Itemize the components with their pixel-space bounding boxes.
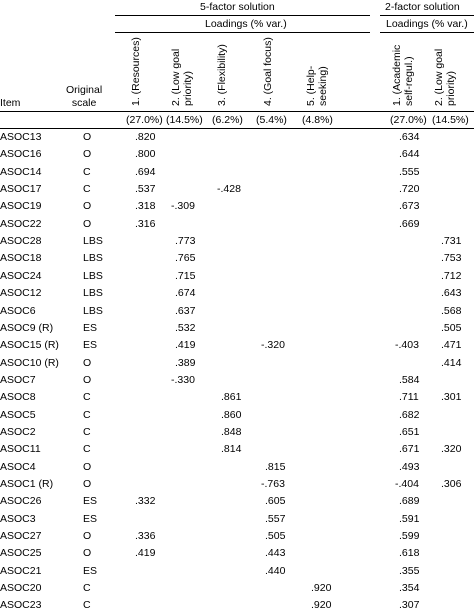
factor-header-line: priority) (445, 70, 457, 106)
loading-cell: .753 (441, 252, 462, 265)
loading-cell: .715 (175, 269, 196, 282)
factor-header-1 (130, 37, 142, 106)
loading-cell: .584 (399, 373, 420, 386)
variance-cell: (5.4%) (256, 114, 287, 126)
loading-cell: .773 (175, 235, 196, 248)
factor-header-6 (391, 45, 415, 106)
original-scale-line-1: Original (66, 84, 103, 96)
loading-cell: .505 (265, 530, 286, 543)
loading-cell: .306 (441, 478, 462, 490)
loading-cell: .920 (311, 582, 332, 595)
loading-cell: .318 (135, 200, 156, 213)
loading-cell: .920 (311, 599, 332, 612)
loading-cell: .720 (399, 183, 420, 196)
loading-cell: .332 (135, 495, 156, 508)
item-cell: ASOC8 (0, 391, 36, 404)
scale-cell: ES (83, 321, 98, 334)
variance-cell: (27.0%) (126, 114, 163, 126)
loading-cell: .689 (399, 495, 420, 508)
factor-header-line: 2. (Low goal (433, 48, 445, 106)
loading-cell: .814 (221, 443, 242, 456)
loading-cell: .861 (221, 391, 242, 404)
loading-cell: .336 (135, 530, 156, 543)
item-cell: ASOC23 (0, 599, 42, 612)
item-cell: ASOC17 (0, 183, 42, 196)
loading-cell: .414 (441, 356, 462, 369)
loading-cell: .555 (399, 165, 420, 178)
item-cell: ASOC28 (0, 235, 42, 248)
item-cell: ASOC4 (0, 460, 36, 473)
scale-cell: ES (83, 512, 98, 525)
loading-cell: .591 (399, 512, 420, 525)
loading-cell: .355 (399, 564, 420, 577)
variance-cell: (6.2%) (212, 114, 243, 126)
item-cell: ASOC12 (0, 287, 42, 300)
loading-cell: .669 (399, 217, 420, 230)
loading-cell: .673 (399, 200, 420, 213)
loading-cell: .765 (175, 252, 196, 265)
item-cell: ASOC24 (0, 269, 42, 282)
item-cell: ASOC6 (0, 304, 36, 317)
loading-cell: .471 (441, 339, 462, 352)
loading-cell: .389 (175, 356, 196, 369)
factor-header-3 (216, 44, 228, 106)
factor-header-line: 3. (Flexibility) (216, 44, 228, 106)
loading-cell: .599 (399, 530, 420, 543)
scale-cell: O (83, 148, 92, 161)
item-cell: ASOC10 (R) (0, 356, 59, 369)
five-factor-rule (115, 15, 370, 16)
item-column-header: Item (0, 97, 21, 109)
loading-cell: .674 (175, 287, 196, 300)
variance-cell: (27.0%) (390, 114, 427, 126)
loading-cell: -.330 (171, 373, 195, 386)
loading-cell: .731 (441, 235, 462, 248)
loading-cell: .320 (441, 443, 462, 456)
item-cell: ASOC11 (0, 443, 41, 456)
loading-cell: .419 (135, 547, 156, 560)
factor-header-line: self-regul.) (403, 56, 415, 106)
loading-cell: .643 (441, 287, 462, 300)
item-cell: ASOC16 (0, 148, 42, 161)
scale-cell: O (83, 217, 92, 230)
item-cell: ASOC19 (0, 200, 42, 213)
item-cell: ASOC25 (0, 547, 42, 560)
loading-cell: .307 (399, 599, 420, 612)
scale-cell: C (83, 582, 91, 595)
factor-header-line: 1. (Academic (391, 44, 403, 106)
variance-cell: (14.5%) (432, 114, 469, 126)
original-scale-line-2: scale (71, 97, 97, 109)
loading-cell: .644 (399, 148, 420, 161)
loading-cell: .532 (175, 321, 196, 334)
item-cell: ASOC18 (0, 252, 42, 265)
loading-cell: .860 (221, 408, 242, 421)
item-cell: ASOC26 (0, 495, 42, 508)
scale-cell: O (83, 356, 92, 369)
loadings-five-rule (115, 32, 370, 33)
loading-cell: -.428 (217, 183, 241, 196)
scale-cell: C (83, 183, 91, 196)
variance-cell: (14.5%) (166, 114, 203, 126)
item-cell: ASOC14 (0, 165, 42, 178)
scale-cell: C (83, 391, 91, 404)
loading-cell: -.763 (261, 478, 285, 490)
loading-cell: .712 (441, 269, 462, 282)
five-factor-header: 5-factor solution (200, 1, 275, 13)
factor-header-line: 4. (Goal focus) (262, 37, 274, 106)
loading-cell: .671 (399, 443, 420, 456)
loading-cell: .605 (265, 495, 286, 508)
loading-cell: .568 (441, 304, 462, 317)
loading-cell: .443 (265, 547, 286, 560)
item-cell: ASOC13 (0, 131, 42, 143)
two-factor-rule (380, 15, 474, 16)
loading-cell: .682 (399, 408, 420, 421)
item-cell: ASOC9 (R) (0, 321, 54, 334)
scale-cell: LBS (83, 269, 103, 282)
loading-cell: .419 (175, 339, 196, 352)
loading-cell: .618 (399, 547, 420, 560)
item-cell: ASOC7 (0, 373, 36, 386)
loading-cell: .557 (265, 512, 286, 525)
scale-cell: O (83, 131, 92, 143)
loading-cell: .815 (265, 460, 286, 473)
item-cell: ASOC3 (0, 512, 36, 525)
loading-cell: .537 (135, 183, 156, 196)
factor-header-5 (305, 66, 329, 106)
loading-cell: .820 (135, 131, 156, 143)
two-factor-header: 2-factor solution (385, 1, 460, 13)
loading-cell: .711 (399, 391, 419, 404)
loading-cell: .493 (399, 460, 420, 473)
item-cell: ASOC22 (0, 217, 42, 230)
loading-cell: -.403 (395, 339, 419, 352)
loading-cell: .440 (265, 564, 286, 577)
scale-cell: C (83, 408, 91, 421)
loading-cell: -.309 (171, 200, 195, 213)
scale-cell: O (83, 200, 92, 213)
scale-cell: O (83, 373, 92, 386)
loading-cell: .301 (441, 391, 462, 404)
loading-cell: .505 (441, 321, 462, 334)
factor-header-line: seeking) (317, 66, 329, 106)
item-cell: ASOC1 (R) (0, 478, 54, 490)
loadings-two-rule (380, 32, 474, 33)
factor-header-line: 5. (Help- (305, 65, 317, 106)
loading-cell: .637 (175, 304, 196, 317)
item-cell: ASOC15 (R) (0, 339, 59, 352)
loading-cell: .316 (135, 217, 156, 230)
factor-header-2 (170, 49, 194, 106)
scale-cell: ES (83, 564, 98, 577)
item-cell: ASOC2 (0, 425, 36, 438)
scale-cell: LBS (83, 304, 103, 317)
scale-cell: C (83, 165, 91, 178)
loading-cell: .848 (221, 425, 242, 438)
scale-cell: ES (83, 495, 98, 508)
variance-cell: (4.8%) (302, 114, 333, 126)
loading-cell: .694 (135, 165, 156, 178)
scale-cell: ES (83, 339, 98, 352)
scale-cell: O (83, 530, 92, 543)
loadings-five-header: Loadings (% var.) (205, 18, 287, 30)
scale-cell: LBS (83, 235, 103, 248)
scale-cell: LBS (83, 252, 103, 265)
factor-header-line: priority) (182, 70, 194, 106)
scale-cell: C (83, 599, 91, 612)
scale-cell: O (83, 460, 92, 473)
loading-cell: .651 (399, 425, 420, 438)
original-scale-header (66, 84, 102, 110)
factor-header-line: 2. (Low goal (170, 48, 182, 106)
scale-cell: C (83, 425, 91, 438)
item-cell: ASOC20 (0, 582, 42, 595)
loading-cell: -.320 (261, 339, 285, 352)
loading-cell: .354 (399, 582, 420, 595)
factor-header-7 (433, 49, 457, 106)
item-cell: ASOC5 (0, 408, 36, 421)
scale-cell: O (83, 547, 92, 560)
loading-cell: .634 (399, 131, 420, 143)
item-cell: ASOC27 (0, 530, 42, 543)
scale-cell: LBS (83, 287, 103, 300)
scale-cell: C (83, 443, 91, 456)
item-cell: ASOC21 (0, 564, 42, 577)
factor-header-line: 1. (Resources) (130, 37, 142, 106)
loadings-two-header: Loadings (% var.) (386, 18, 468, 30)
factor-header-4 (262, 37, 274, 106)
scale-cell: O (83, 478, 92, 490)
loading-cell: -.404 (395, 478, 419, 490)
loading-cell: .800 (135, 148, 156, 161)
